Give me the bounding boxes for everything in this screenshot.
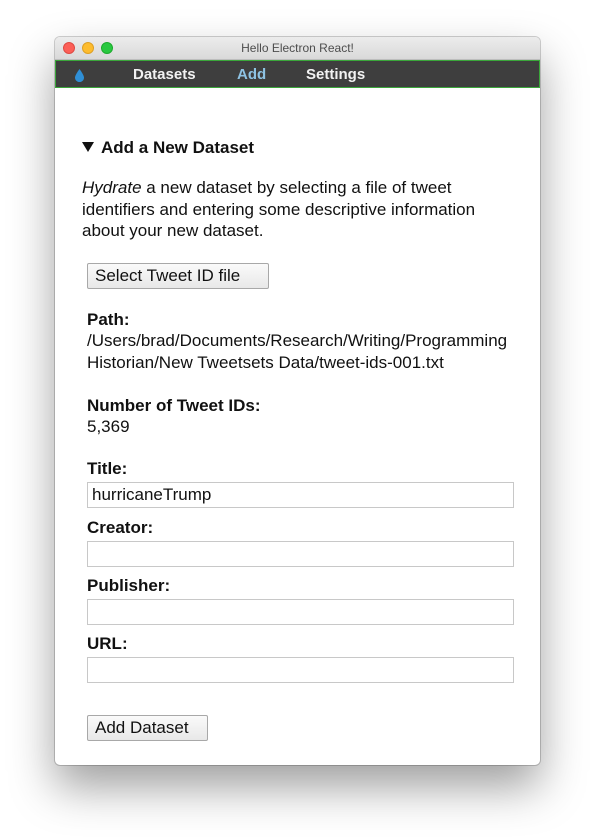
path-value: /Users/brad/Documents/Research/Writing/Programming Historian/New Tweetsets Data/tweet-ids-001.txt: [87, 331, 508, 372]
nav-bar: [55, 60, 540, 88]
app-window: [55, 37, 540, 765]
publisher-label: Publisher:: [87, 576, 171, 595]
url-label: URL:: [87, 634, 128, 653]
tweet-count-label: Number of Tweet IDs:: [87, 396, 261, 415]
main-content: [55, 88, 540, 765]
tweet-count-value: 5,369: [87, 417, 130, 436]
creator-input[interactable]: [87, 541, 514, 567]
intro-emphasis: Hydrate: [82, 178, 142, 197]
nav-add-link[interactable]: Add: [237, 66, 267, 83]
add-dataset-button[interactable]: Add Dataset: [87, 715, 208, 741]
title-label: Title:: [87, 459, 128, 478]
section-heading-text: Add a New Dataset: [101, 138, 255, 157]
select-tweet-id-file-button[interactable]: Select Tweet ID file: [87, 263, 269, 289]
creator-label: Creator:: [87, 518, 154, 537]
nav-datasets-link[interactable]: Datasets: [133, 66, 196, 83]
publisher-input[interactable]: [87, 599, 514, 625]
intro-paragraph: [82, 177, 522, 242]
url-input[interactable]: [87, 657, 514, 683]
title-input[interactable]: [87, 482, 514, 508]
nav-settings-link[interactable]: Settings: [306, 66, 366, 83]
water-drop-icon[interactable]: [75, 69, 84, 82]
intro-text: a new dataset by selecting a file of tweet identifiers and entering some descriptive information about your new dataset.: [82, 178, 476, 240]
window-title: Hello Electron React!: [241, 41, 354, 55]
path-label: Path:: [87, 310, 130, 329]
disclosure-triangle-icon: [82, 142, 94, 152]
add-dataset-disclosure[interactable]: [82, 138, 254, 158]
title-bar: [55, 37, 540, 60]
